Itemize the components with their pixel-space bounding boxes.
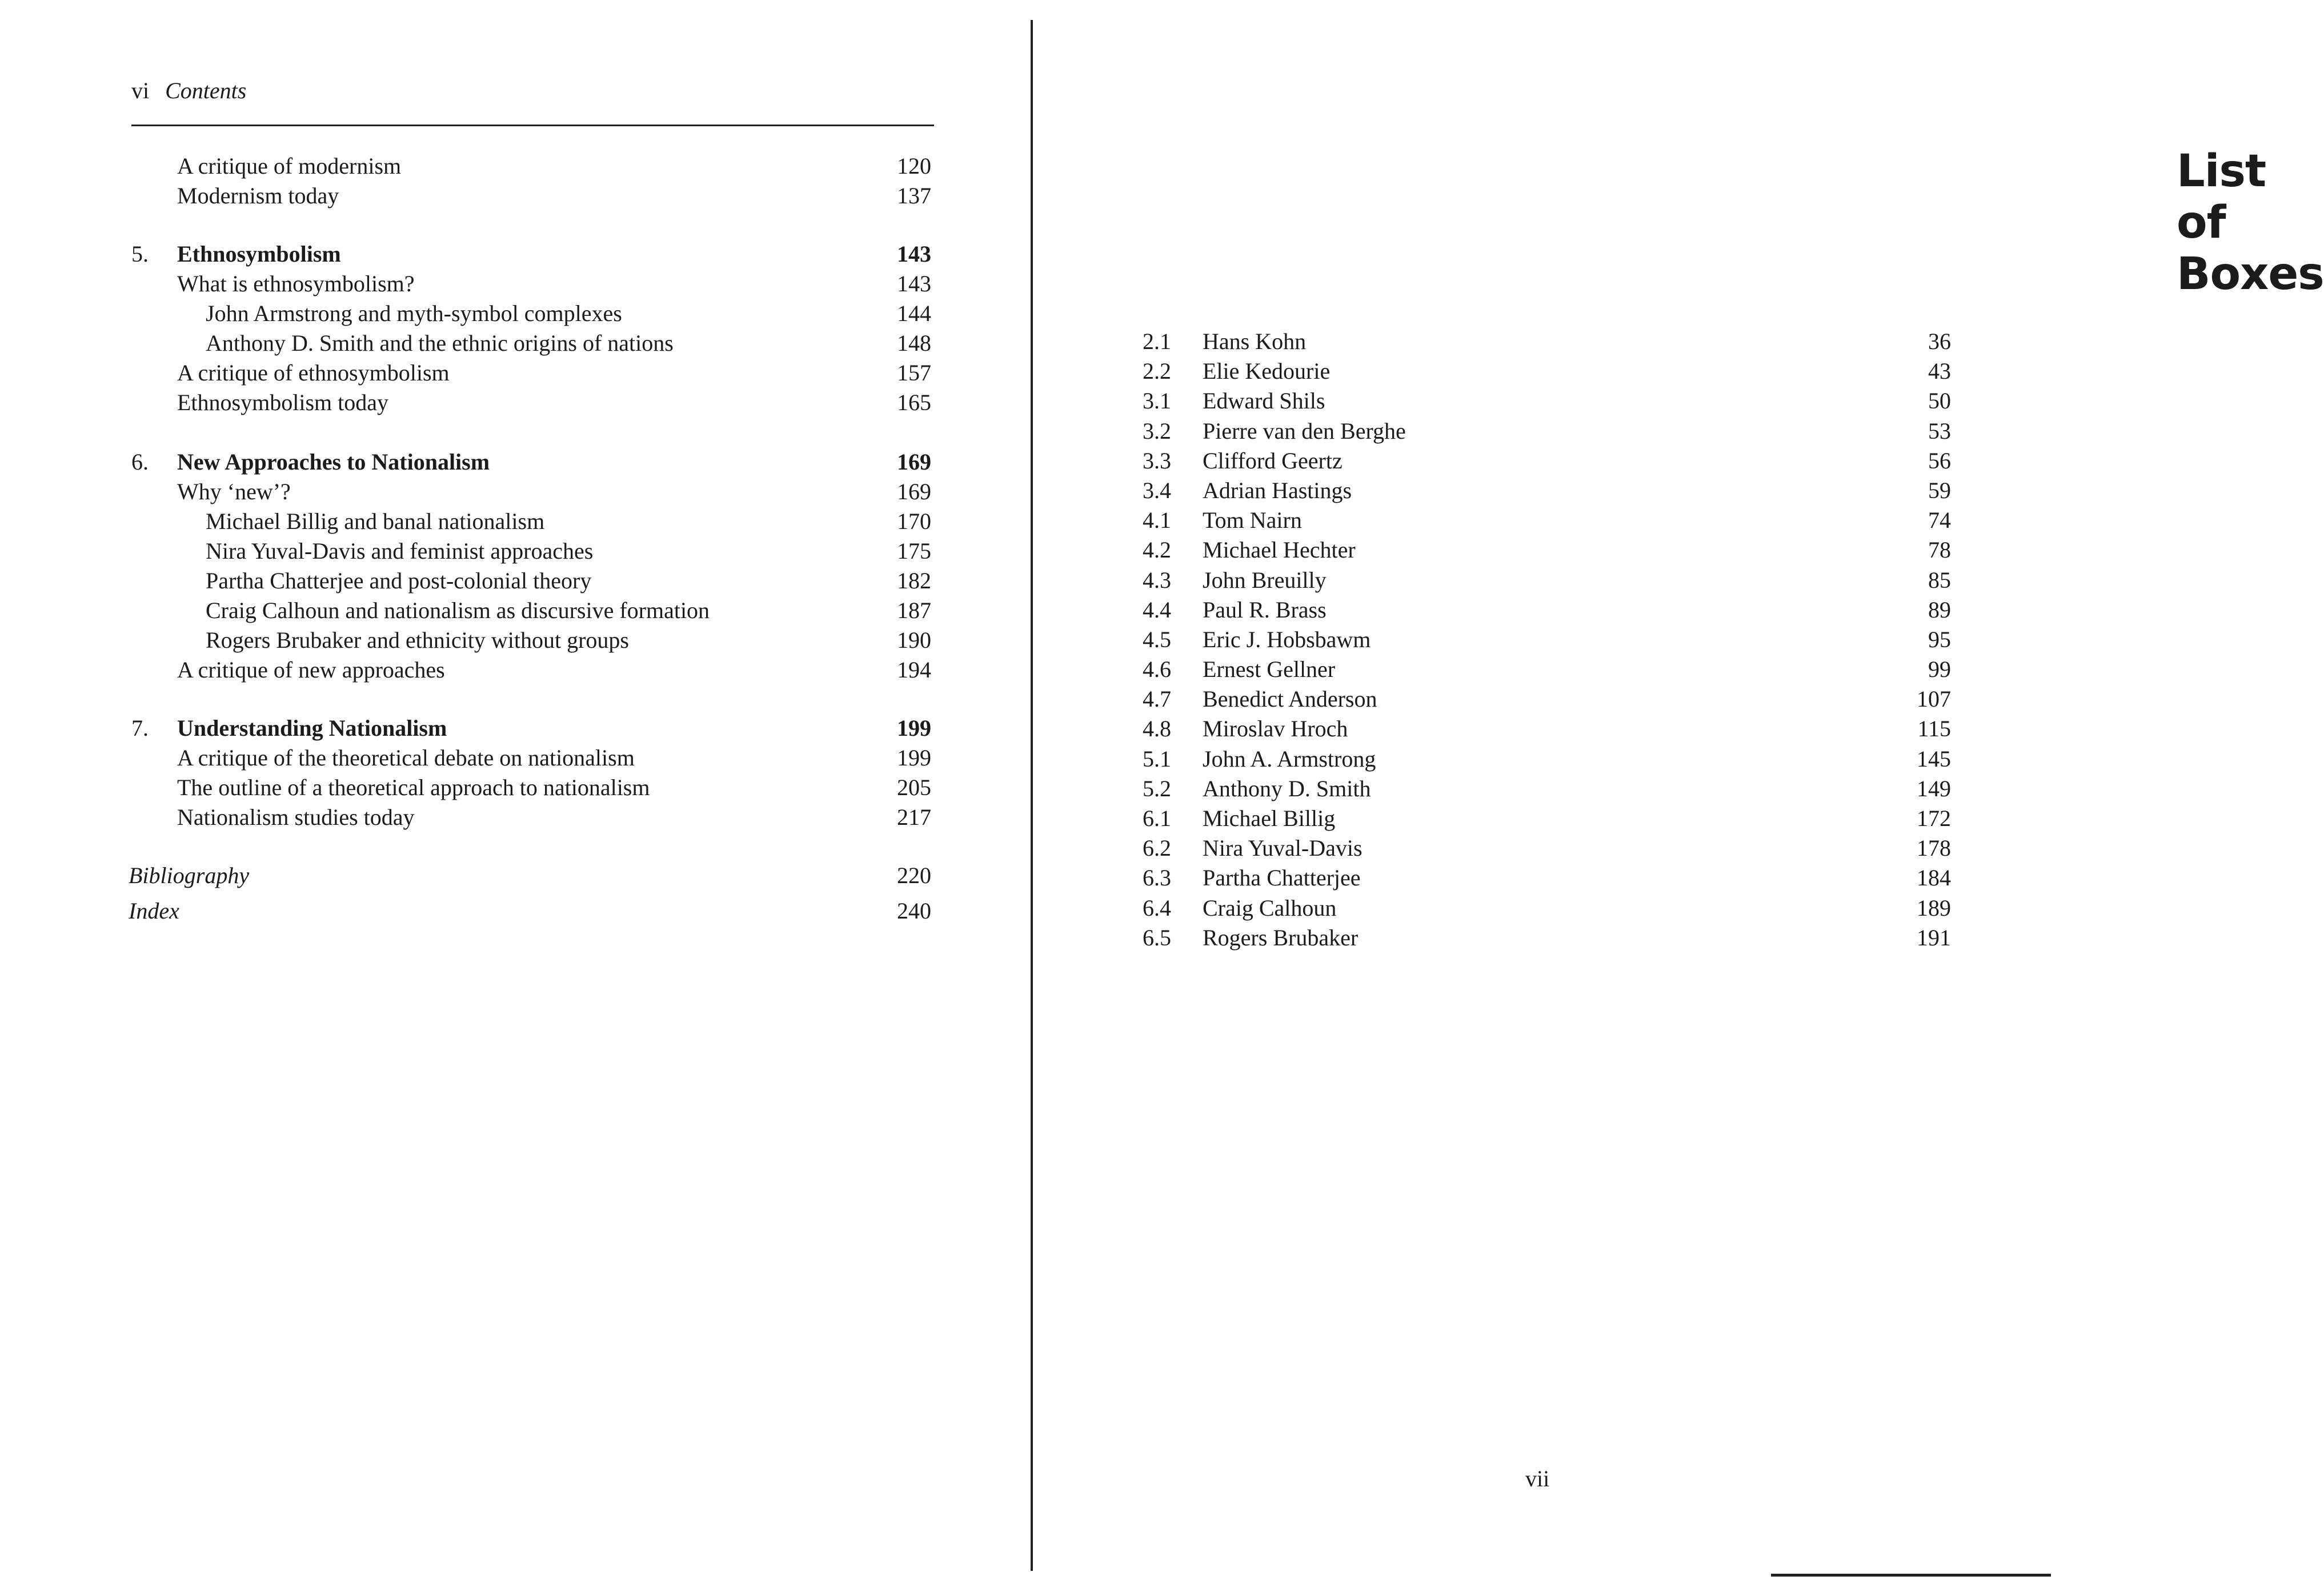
- entry-title: Craig Calhoun and nationalism as discursive formation: [206, 597, 710, 623]
- entry-page-number: 143: [897, 271, 931, 296]
- box-name: Tom Nairn: [1203, 507, 1302, 534]
- box-entry: [1034, 416, 2057, 446]
- box-number: 6.1: [1143, 805, 1171, 831]
- box-name: Michael Billig: [1203, 805, 1336, 831]
- entry-title: Ethnosymbolism: [177, 241, 341, 267]
- entry-page-number: 143: [897, 241, 931, 267]
- contents-entry: [0, 358, 1028, 388]
- entry-page-number: 137: [897, 183, 931, 208]
- contents-entry: [0, 328, 1028, 358]
- box-entry: [1034, 506, 2057, 535]
- entry-page-number: 199: [897, 715, 931, 741]
- back-matter-entry: [0, 861, 1028, 891]
- chapter-number: 5.: [131, 241, 149, 267]
- contents-entry: [0, 743, 1028, 773]
- box-name: Benedict Anderson: [1203, 686, 1377, 712]
- list-of-boxes-page: [1034, 0, 2324, 1592]
- entry-title: John Armstrong and myth-symbol complexes: [206, 300, 622, 326]
- box-page-number: 178: [1917, 835, 1951, 861]
- box-page-number: 145: [1917, 745, 1951, 772]
- box-name: Nira Yuval-Davis: [1203, 835, 1363, 861]
- box-number: 4.1: [1143, 507, 1171, 534]
- running-head: [131, 77, 246, 104]
- box-page-number: 56: [1928, 447, 1951, 474]
- box-page-number: 36: [1928, 328, 1951, 354]
- contents-entry: [0, 181, 1028, 211]
- entry-title: Nationalism studies today: [177, 804, 415, 830]
- box-page-number: 78: [1928, 537, 1951, 563]
- entry-page-number: 165: [897, 390, 931, 415]
- entry-page-number: 175: [897, 538, 931, 564]
- entry-page-number: 217: [897, 804, 931, 830]
- box-page-number: 189: [1917, 895, 1951, 921]
- box-list: [1034, 327, 2057, 953]
- entry-title: Partha Chatterjee and post-colonial theory: [206, 568, 592, 594]
- entry-title: Index: [129, 898, 179, 924]
- chapter-entry: [0, 447, 1028, 477]
- box-name: Miroslav Hroch: [1203, 716, 1348, 742]
- entry-page-number: 187: [897, 597, 931, 623]
- box-number: 6.2: [1143, 835, 1171, 861]
- contents-entry: [0, 625, 1028, 655]
- entry-page-number: 157: [897, 360, 931, 386]
- box-name: John A. Armstrong: [1203, 745, 1376, 772]
- entry-title: A critique of ethnosymbolism: [177, 360, 450, 386]
- box-number: 4.2: [1143, 537, 1171, 563]
- box-name: Hans Kohn: [1203, 328, 1307, 354]
- back-matter-entry: [0, 896, 1028, 926]
- box-entry: [1034, 356, 2057, 386]
- box-page-number: 43: [1928, 358, 1951, 384]
- entry-page-number: 194: [897, 657, 931, 683]
- contents-entry: [0, 655, 1028, 685]
- page-folio: vi: [131, 78, 150, 103]
- chapter-number: 7.: [131, 715, 149, 741]
- entry-page-number: 120: [897, 153, 931, 179]
- box-number: 6.3: [1143, 865, 1171, 891]
- box-entry: [1034, 327, 2057, 356]
- contents-entry: [0, 507, 1028, 536]
- entry-title: Rogers Brubaker and ethnicity without groups: [206, 627, 629, 653]
- box-page-number: 74: [1928, 507, 1951, 534]
- entry-title: Michael Billig and banal nationalism: [206, 508, 545, 534]
- entry-page-number: 182: [897, 568, 931, 594]
- box-name: Craig Calhoun: [1203, 895, 1337, 921]
- entry-page-number: 220: [897, 863, 931, 888]
- box-entry: [1034, 923, 2057, 953]
- entry-page-number: 169: [897, 449, 931, 475]
- box-name: Rogers Brubaker: [1203, 924, 1359, 951]
- box-number: 3.1: [1143, 388, 1171, 414]
- page-folio-right: vii: [1525, 1466, 1550, 1491]
- box-page-number: 191: [1917, 924, 1951, 951]
- box-entry: [1034, 446, 2057, 476]
- entry-page-number: 240: [897, 898, 931, 924]
- box-page-number: 89: [1928, 596, 1951, 623]
- entry-title: What is ethnosymbolism?: [177, 271, 415, 296]
- box-number: 5.2: [1143, 775, 1171, 801]
- box-page-number: 53: [1928, 418, 1951, 444]
- contents-entry: [0, 803, 1028, 832]
- box-name: Michael Hechter: [1203, 537, 1356, 563]
- box-page-number: 95: [1928, 626, 1951, 652]
- box-entry: [1034, 863, 2057, 893]
- entry-title: New Approaches to Nationalism: [177, 449, 490, 475]
- entry-title: Understanding Nationalism: [177, 715, 447, 741]
- box-number: 4.8: [1143, 716, 1171, 742]
- box-page-number: 149: [1917, 775, 1951, 801]
- box-name: Elie Kedourie: [1203, 358, 1331, 384]
- entry-title: Anthony D. Smith and the ethnic origins of nations: [206, 330, 674, 356]
- box-number: 4.7: [1143, 686, 1171, 712]
- box-entry: [1034, 386, 2057, 416]
- box-name: Eric J. Hobsbawm: [1203, 626, 1371, 652]
- entry-title: Modernism today: [177, 183, 339, 208]
- box-number: 5.1: [1143, 745, 1171, 772]
- chapter-entry: [0, 239, 1028, 269]
- box-name: Edward Shils: [1203, 388, 1325, 414]
- contents-entry: [0, 566, 1028, 596]
- entry-title: A critique of new approaches: [177, 657, 445, 683]
- entry-title: Nira Yuval-Davis and feminist approaches: [206, 538, 594, 564]
- page-gutter-line: [1031, 20, 1033, 1571]
- box-page-number: 115: [1917, 716, 1951, 742]
- box-number: 4.4: [1143, 596, 1171, 623]
- box-number: 2.1: [1143, 328, 1171, 354]
- entry-title: Ethnosymbolism today: [177, 390, 388, 415]
- entry-page-number: 144: [897, 300, 931, 326]
- box-entry: [1034, 595, 2057, 625]
- box-page-number: 59: [1928, 477, 1951, 503]
- box-name: Pierre van den Berghe: [1203, 418, 1406, 444]
- box-page-number: 99: [1928, 656, 1951, 683]
- contents-entry: [0, 269, 1028, 299]
- entry-page-number: 190: [897, 627, 931, 653]
- entry-page-number: 148: [897, 330, 931, 356]
- entry-page-number: 169: [897, 479, 931, 504]
- entry-title: The outline of a theoretical approach to nationalism: [177, 775, 650, 800]
- box-entry: [1034, 804, 2057, 833]
- box-number: 4.5: [1143, 626, 1171, 652]
- entry-page-number: 205: [897, 775, 931, 800]
- contents-entry: [0, 151, 1028, 181]
- box-name: Partha Chatterjee: [1203, 865, 1361, 891]
- box-page-number: 184: [1917, 865, 1951, 891]
- box-page-number: 107: [1917, 686, 1951, 712]
- box-entry: [1034, 833, 2057, 863]
- entry-page-number: 170: [897, 508, 931, 534]
- box-number: 6.4: [1143, 895, 1171, 921]
- box-name: Anthony D. Smith: [1203, 775, 1371, 801]
- contents-entry: [0, 596, 1028, 625]
- running-head-rule: [131, 125, 934, 126]
- box-page-number: 85: [1928, 567, 1951, 593]
- contents-entry: [0, 477, 1028, 507]
- box-number: 6.5: [1143, 924, 1171, 951]
- box-number: 4.3: [1143, 567, 1171, 593]
- entry-title: Bibliography: [129, 863, 250, 888]
- box-name: Paul R. Brass: [1203, 596, 1327, 623]
- box-name: Clifford Geertz: [1203, 447, 1343, 474]
- box-number: 3.2: [1143, 418, 1171, 444]
- box-entry: [1034, 566, 2057, 595]
- box-name: Adrian Hastings: [1203, 477, 1352, 503]
- box-entry: [1034, 476, 2057, 506]
- box-entry: [1034, 535, 2057, 565]
- entry-page-number: 199: [897, 745, 931, 771]
- box-name: John Breuilly: [1203, 567, 1327, 593]
- box-number: 2.2: [1143, 358, 1171, 384]
- running-head-title: Contents: [165, 78, 247, 103]
- contents-entry: [0, 536, 1028, 566]
- entry-title: Why ‘new’?: [177, 479, 291, 504]
- contents-entry: [0, 773, 1028, 803]
- box-page-number: 50: [1928, 388, 1951, 414]
- contents-entry: [0, 299, 1028, 328]
- contents-entry: [0, 388, 1028, 418]
- box-entry: [1034, 684, 2057, 714]
- box-number: 4.6: [1143, 656, 1171, 683]
- box-entry: [1034, 744, 2057, 774]
- entry-title: A critique of the theoretical debate on nationalism: [177, 745, 635, 771]
- box-entry: [1034, 774, 2057, 804]
- box-number: 3.3: [1143, 447, 1171, 474]
- entry-title: A critique of modernism: [177, 153, 402, 179]
- box-entry: [1034, 714, 2057, 744]
- box-name: Ernest Gellner: [1203, 656, 1336, 683]
- box-entry: [1034, 893, 2057, 923]
- box-number: 3.4: [1143, 477, 1171, 503]
- chapter-entry: [0, 713, 1028, 743]
- contents-page: [0, 0, 1028, 1592]
- box-entry: [1034, 655, 2057, 684]
- page-title: List of Boxes: [2177, 146, 2324, 300]
- box-entry: [1034, 625, 2057, 655]
- chapter-number: 6.: [131, 449, 149, 475]
- contents-list: [0, 151, 1028, 926]
- box-page-number: 172: [1917, 805, 1951, 831]
